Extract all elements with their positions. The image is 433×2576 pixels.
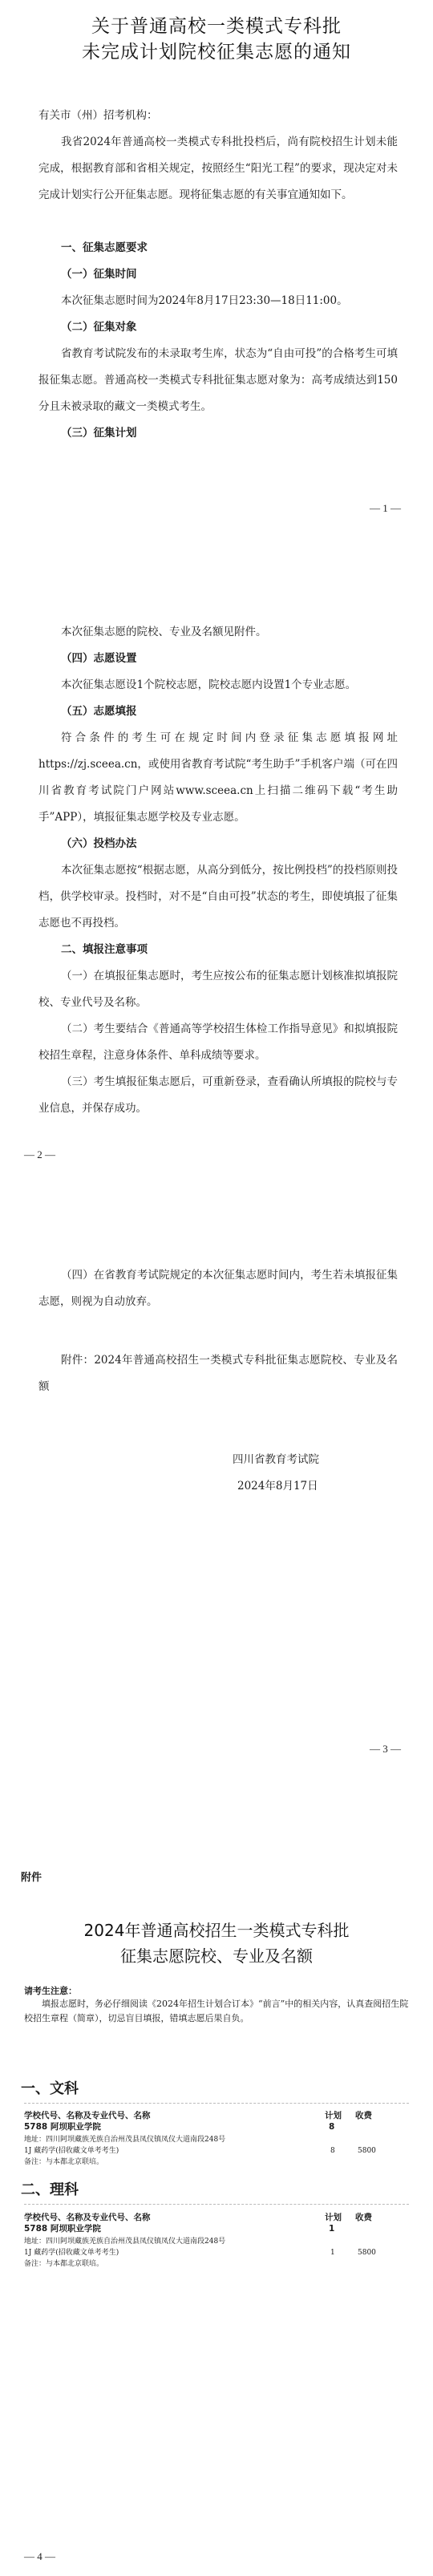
section2-p2: （二）考生要结合《普通高等学校招生体检工作指导意见》和拟填报院校招生章程，注意身体条件、单科成绩等要求。 [38,1023,398,1062]
section2-p4: （四）在省教育考试院规定的本次征集志愿时间内，考生若未填报征集志愿，则视为自动放弃。 [38,1269,398,1308]
divider [24,2204,409,2205]
section-wenke-heading: 一、文科 [21,2080,79,2097]
notice-title-line1: 关于普通高校一类模式专科批 [91,16,342,37]
note-heading: 请考生注意： [24,1986,77,1996]
signature-org: 四川省教育考试院 [233,1453,319,1466]
table-header [24,2109,393,2121]
header-plan: 计划 [325,2111,342,2120]
sub3-text: 本次征集志愿的院校、专业及名额见附件。 [61,626,267,638]
section1-heading: 一、征集志愿要求 [61,241,148,254]
page-number-4: — 4 — [24,2550,55,2562]
signature-date: 2024年8月17日 [237,1480,318,1493]
section-like-heading: 二、理科 [21,2181,79,2198]
school-plan: 8 [329,2122,335,2132]
major-row: 1J 藏药学(招收藏文单考考生) [24,2249,119,2257]
header-fee: 收费 [355,2213,372,2222]
page-number-3: — 3 — [370,1743,401,1755]
major-plan: 8 [330,2147,335,2155]
page-number-2: — 2 — [24,1148,55,1160]
major-fee: 5800 [358,2249,376,2257]
header-plan: 计划 [325,2213,342,2222]
sub1-heading: （一）征集时间 [61,268,137,281]
major-plan: 1 [330,2249,335,2257]
school-row: 5788 阿坝职业学院 [24,2224,101,2234]
major-row: 1J 藏药学(招收藏文单考考生) [24,2147,119,2155]
header-fee: 收费 [355,2111,372,2120]
note-text: 填报志愿时，务必仔细阅读《2024年招生计划合订本》“前言”中的相关内容，认真查阅招生院校招生章程（简章），切忌盲目填报，错填志愿后果自负。 [24,1999,409,2023]
sub6-heading: （六）投档办法 [61,837,137,850]
sub4-heading: （四）志愿设置 [61,652,137,665]
addressee: 有关市（州）招考机构： [38,109,158,122]
sub6-text: 本次征集志愿按“根据志愿，从高分到低分，按比例投档”的投档原则投档，供学校审录。投档时，对不是“自由可投”状态的考生，即使填报了征集志愿也不再投档。 [38,864,398,930]
remark: 备注：与本都北京联培。 [24,2158,104,2166]
sub2-text: 省教育考试院发布的未录取考生库，状态为“自由可投”的合格考生可填报征集志愿。普通高校一类模式专科批征集志愿对象为：高考成绩达到150分且未被录取的藏文一类模式考生。 [38,347,398,413]
section2-p3: （三）考生填报征集志愿后，可重新登录，查看确认所填报的院校与专业信息，并保存成功。 [38,1075,398,1115]
sub2-heading: （二）征集对象 [61,321,137,334]
school-address: 地址：四川阿坝藏族羌族自治州茂县凤仪镇凤仪大道南段248号 [24,2238,226,2246]
page-number-1: — 1 — [370,502,401,514]
sub4-text: 本次征集志愿设1个院校志愿，院校志愿内设置1个专业志愿。 [61,678,357,691]
sub5-text: 符合条件的考生可在规定时间内登录征集志愿填报网址https://zj.sceea.cn，或使用省教育考试院“考生助手”手机客户端（可在四川省教育考试院门户网站www.sceea.cn上扫描二维码下载“考生助手”APP），填报征集志愿学校及专业志愿。 [38,731,398,824]
section2-heading: 二、填报注意事项 [61,943,148,956]
major-fee: 5800 [358,2147,376,2155]
divider [24,2103,409,2104]
attachment-line: 附件：2024年普通高校招生一类模式专科批征集志愿院校、专业及名额 [38,1354,398,1393]
school-row: 5788 阿坝职业学院 [24,2122,101,2132]
sub5-heading: （五）志愿填报 [61,705,137,718]
header-school: 学校代号、名称及专业代号、名称 [24,2111,151,2120]
annex-title-line1: 2024年普通高校招生一类模式专科批 [83,1921,350,1940]
section2-p1: （一）在填报征集志愿时，考生应按公布的征集志愿计划核准拟填报院校、专业代号及名称。 [38,970,398,1009]
remark: 备注：与本都北京联培。 [24,2260,104,2268]
school-plan: 1 [329,2224,335,2234]
annex-label: 附件 [21,1872,42,1884]
sub1-text: 本次征集志愿时间为2024年8月17日23:30—18日11:00。 [61,294,348,307]
school-address: 地址：四川阿坝藏族羌族自治州茂县凤仪镇凤仪大道南段248号 [24,2136,226,2144]
header-school: 学校代号、名称及专业代号、名称 [24,2213,151,2222]
sub3-heading: （三）征集计划 [61,427,137,439]
annex-title-line2: 征集志愿院校、专业及名额 [120,1946,313,1966]
table-header [24,2211,393,2223]
notice-title-line2: 未完成计划院校征集志愿的通知 [82,42,351,63]
intro-paragraph: 我省2024年普通高校一类模式专科批投档后，尚有院校招生计划未能完成，根据教育部和省相关规定，按照经生“阳光工程”的要求，现决定对未完成计划实行公开征集志愿。现将征集志愿的有关事宜通知如下。 [38,136,398,201]
